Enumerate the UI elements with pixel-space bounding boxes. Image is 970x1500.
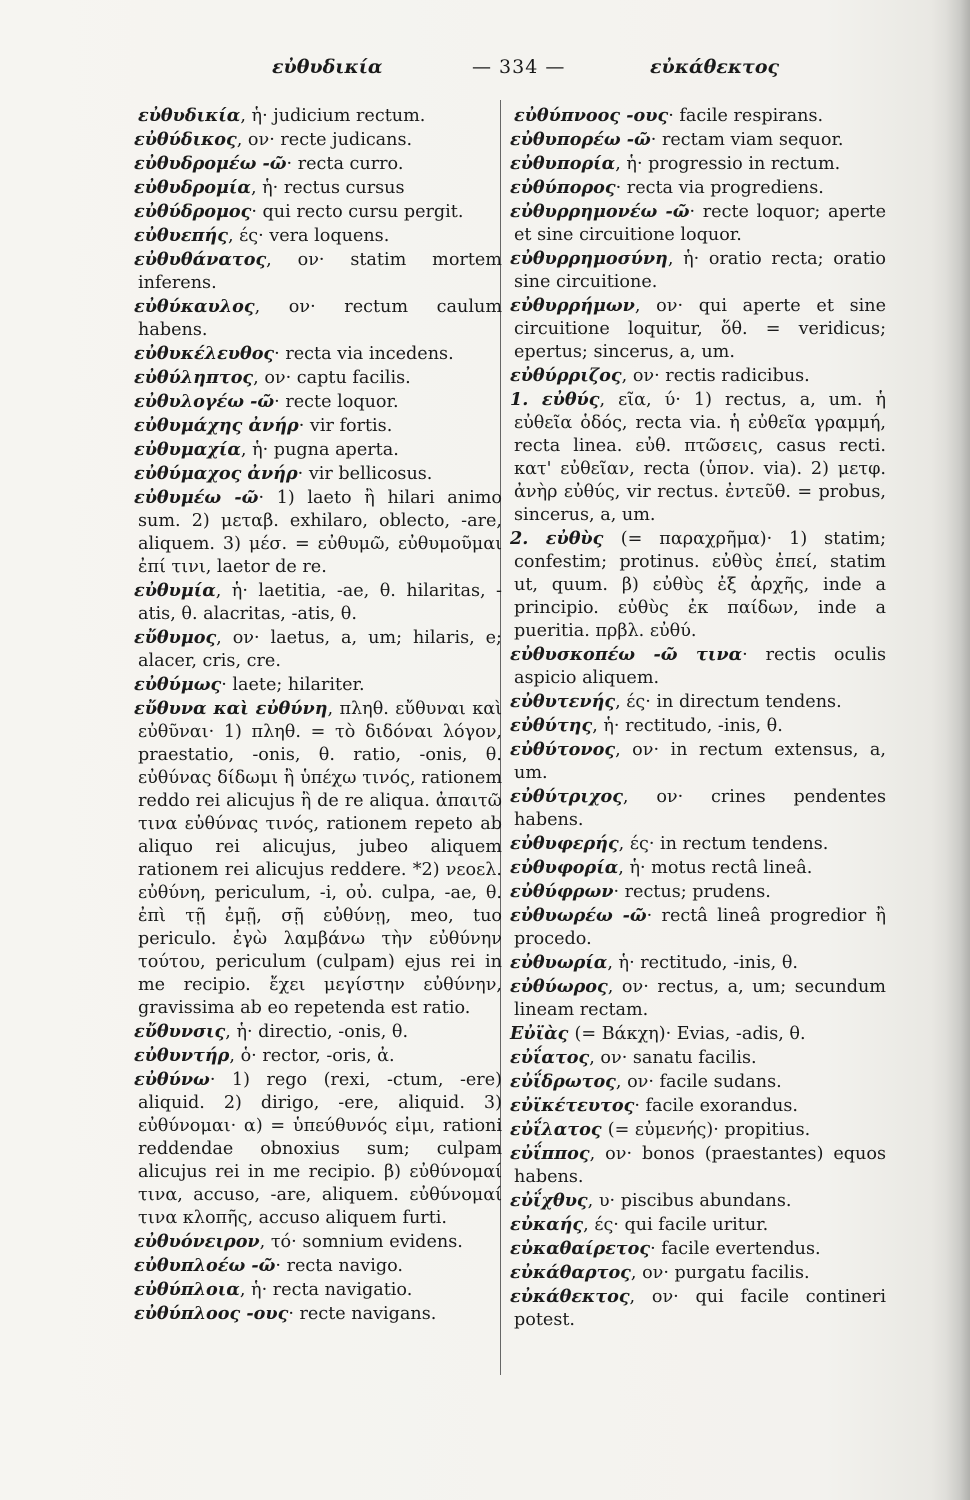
headword: εὐθύτονος bbox=[510, 739, 616, 760]
dictionary-entry: εὐθυφερής, ές· in rectum tendens. bbox=[510, 833, 829, 854]
dictionary-entry: εὐθυθάνατος, ον· statim mortem inferens. bbox=[134, 249, 502, 293]
dictionary-entry: εὐθυντήρ, ὁ· rector, -oris, ἀ. bbox=[134, 1045, 395, 1066]
dictionary-entry: εὐθύπνοος -ους· facile respirans. bbox=[514, 105, 824, 126]
headword: εὐθυδρομέω -ῶ bbox=[134, 153, 287, 174]
headword: εὐθύτης bbox=[510, 715, 593, 736]
dictionary-entry: εὐθύπορος· recta via progrediens. bbox=[510, 177, 824, 198]
dictionary-entry: εὐθυδικία, ἡ· judicium rectum. bbox=[138, 105, 426, 126]
headword: εὐθύκαυλος bbox=[134, 296, 255, 317]
headword: εὐκάθαρτος bbox=[510, 1262, 631, 1283]
dictionary-entry: εὐθυωρέω -ῶ· rectâ lineâ progredior ἢ procedo. bbox=[510, 905, 886, 949]
dictionary-entry: εὐθύφρων· rectus; prudens. bbox=[510, 881, 771, 902]
headword: εὐθυμάχης ἀνήρ bbox=[134, 415, 299, 436]
dictionary-entry: εὐθυδρομέω -ῶ· recta curro. bbox=[134, 153, 404, 174]
headword: εὐΐχθυς bbox=[510, 1190, 588, 1211]
dictionary-entry: εὔθυνσις, ἡ· directio, -onis, θ. bbox=[134, 1021, 409, 1042]
headword: εὐΐλατος bbox=[510, 1119, 608, 1140]
dictionary-entry: εὐθυεπής, ές· vera loquens. bbox=[134, 225, 390, 246]
headword: 1. εὐθύς bbox=[510, 389, 600, 410]
dictionary-entry: εὐθύνω· 1) rego (rexi, -ctum, -ere) aliquid. 2) dirigo, -ere, aliquid. 3) εὐθύνομαι· α) = ὑπεύθυνός εἰμι, rationi reddendae obnoxius sum; culpam alicujus rei in me recipio. β) εὐθύνομαί τινα, accuso, -are, aliquem. εὐθύνομαί τινα κλοπῆς, accuso aliquem furti. bbox=[134, 1069, 502, 1228]
dictionary-entry: εὐθυφορία, ἡ· motus rectâ lineâ. bbox=[510, 857, 813, 878]
headword: εὐθύδικος bbox=[134, 129, 237, 150]
headword: εὐθυντήρ bbox=[134, 1045, 230, 1066]
dictionary-entry: εὐκαθαίρετος· facile evertendus. bbox=[510, 1238, 821, 1259]
dictionary-entry: εὐθύπλοος -ους· recte navigans. bbox=[134, 1303, 437, 1324]
dictionary-entry: εὐθυκέλευθος· recta via incedens. bbox=[134, 343, 454, 364]
headword: εὐΐδρωτος bbox=[510, 1071, 616, 1092]
headword: εὐθύληπτος bbox=[134, 367, 254, 388]
dictionary-entry: εὐθυλογέω -ῶ· recte loquor. bbox=[134, 391, 399, 412]
headword: εὐθύρριζος bbox=[510, 365, 622, 386]
dictionary-entry: εὐκάθεκτος, ον· qui facile contineri potest. bbox=[510, 1286, 886, 1330]
header-right-guide-word: εὐκάθεκτος bbox=[650, 56, 780, 78]
headword: εὐθυπορέω -ῶ bbox=[510, 129, 651, 150]
dictionary-entry: εὐθυρρημοσύνη, ἡ· oratio recta; oratio sine circuitione. bbox=[510, 248, 886, 292]
headword: εὐθύφρων bbox=[510, 881, 614, 902]
headword: εὐθύπνοος -ους bbox=[514, 105, 669, 126]
headword: εὔθυνσις bbox=[134, 1021, 226, 1042]
page-edge-shadow bbox=[946, 0, 970, 1500]
headword: εὐΐππος bbox=[510, 1143, 590, 1164]
dictionary-entry: εὐΐατος, ον· sanatu facilis. bbox=[510, 1047, 757, 1068]
headword: εὐθυρρημοσύνη bbox=[510, 248, 668, 269]
dictionary-entry: εὐθυμάχης ἀνήρ· vir fortis. bbox=[134, 415, 393, 436]
headword: εὐθυδρομία bbox=[134, 177, 251, 198]
dictionary-entry: 1. εὐθύς, εῖα, ύ· 1) rectus, a, um. ἡ εὐθεῖα ὁδός, recta via. ἡ εὐθεῖα γραμμή, recta linea. εὐθ. πτῶσεις, casus recti. κατ' εὐθεῖαν, recta (ὑπον. via). 2) μετφ. ἀνὴρ εὐθύς, vir rectus. ἐντεῦθ. = probus, sincerus, a, um. bbox=[510, 389, 886, 525]
dictionary-entry: εὐθύτριχος, ον· crines pendentes habens. bbox=[510, 786, 886, 830]
dictionary-entry: εὐϊκέτευτος· facile exorandus. bbox=[510, 1095, 798, 1116]
headword: εὐθυκέλευθος bbox=[134, 343, 275, 364]
dictionary-entry: εὐΐλατος (= εὐμενής)· propitius. bbox=[510, 1119, 811, 1140]
headword: εὐθυδικία bbox=[138, 105, 241, 126]
headword: εὐθύτριχος bbox=[510, 786, 623, 807]
dictionary-entry: εὔθυνα καὶ εὐθύνη, πληθ. εὔθυναι καὶ εὐθῦναι· 1) πληθ. = τὸ διδόναι λόγον, praestatio, -onis, θ. ratio, -onis, θ. εὐθύνας δίδωμι ἢ ὑπέχω τινός, rationem reddo rei alicujus ἢ de re aliqua. ἀπαιτῶ τινα εὐθύνας τινός, rationem repeto ab aliquo rei alicujus, jubeo aliquem rationem rei alicujus reddere. *2) νεοελ. εὐθύνη, periculum, -i, οὐ. culpa, -ae, θ. ἐπὶ τῇ ἐμῇ, σῇ εὐθύνῃ, meo, tuo periculo. ἐγὼ λαμβάνω τὴν εὐθύνην τούτου, periculum (culpam) ejus rei in me recipio. ἔχει μεγίστην εὐθύνην, gravissima ab eo repetenda est ratio. bbox=[134, 698, 502, 1018]
headword: εὐθυωρία bbox=[510, 952, 608, 973]
dictionary-entry: εὐθυπορέω -ῶ· rectam viam sequor. bbox=[510, 129, 844, 150]
dictionary-entry: εὐθύμαχος ἀνήρ· vir bellicosus. bbox=[134, 463, 433, 484]
headword: εὐθυμία bbox=[134, 580, 216, 601]
headword: εὔθυμος bbox=[134, 627, 217, 648]
headword: 2. εὐθὺς bbox=[510, 528, 621, 549]
dictionary-entry: 2. εὐθὺς (= παραχρῆμα)· 1) statim; confestim; protinus. εὐθὺς ἐπεί, statim ut, quum. β) εὐθὺς ἐξ ἀρχῆς, inde a principio. εὐθὺς ἐκ παίδων, inde a pueritia. πρβλ. εὐθύ. bbox=[510, 528, 886, 641]
dictionary-entry: εὐθύληπτος, ον· captu facilis. bbox=[134, 367, 411, 388]
dictionary-entry: εὐθυμέω -ῶ· 1) laeto ἢ hilari animo sum. 2) μεταβ. exhilaro, oblecto, -are, aliquem. 3) μέσ. = εὐθυμῶ, εὐθυμοῦμαι ἐπί τινι, laetor de re. bbox=[134, 487, 502, 577]
headword: εὐθύμαχος ἀνήρ bbox=[134, 463, 298, 484]
headword: εὐθύπλοια bbox=[134, 1279, 240, 1300]
dictionary-entry: εὐθύτης, ἡ· rectitudo, -inis, θ. bbox=[510, 715, 783, 736]
dictionary-entry: εὐθυτενής, ές· in directum tendens. bbox=[510, 691, 842, 712]
right-column bbox=[510, 104, 886, 1332]
headword: εὐθύπλοος -ους bbox=[134, 1303, 289, 1324]
headword: εὐθύδρομος bbox=[134, 201, 252, 222]
dictionary-entry: εὐθυόνειρον, τό· somnium evidens. bbox=[134, 1231, 463, 1252]
dictionary-entry: εὐθυπλοέω -ῶ· recta navigo. bbox=[134, 1255, 403, 1276]
headword: εὐθυωρέω -ῶ bbox=[510, 905, 647, 926]
headword: εὐθυλογέω -ῶ bbox=[134, 391, 275, 412]
headword: εὐθυπορία bbox=[510, 153, 616, 174]
headword: Εὐϊὰς bbox=[510, 1023, 575, 1044]
headword: εὐκαθαίρετος bbox=[510, 1238, 651, 1259]
headword: εὐθυμαχία bbox=[134, 439, 241, 460]
dictionary-entry: εὐθυσκοπέω -ῶ τινα· rectis oculis aspicio aliquem. bbox=[510, 644, 886, 688]
dictionary-entry: εὐθυμαχία, ἡ· pugna aperta. bbox=[134, 439, 399, 460]
left-column bbox=[134, 104, 502, 1326]
headword: εὐθύωρος bbox=[510, 976, 608, 997]
dictionary-entry: εὐθύπλοια, ἡ· recta navigatio. bbox=[134, 1279, 413, 1300]
headword: εὐθυόνειρον bbox=[134, 1231, 260, 1252]
headword: εὐϊκέτευτος bbox=[510, 1095, 635, 1116]
headword: εὐθύνω bbox=[134, 1069, 210, 1090]
dictionary-entry: εὐθυδρομία, ἡ· rectus cursus bbox=[134, 177, 405, 198]
page-number: — 334 — bbox=[472, 56, 566, 78]
dictionary-entry: εὐκαής, ές· qui facile uritur. bbox=[510, 1214, 769, 1235]
headword: εὐθυρρημονέω -ῶ bbox=[510, 201, 690, 222]
dictionary-entry: εὐΐππος, ον· bonos (praestantes) equos habens. bbox=[510, 1143, 886, 1187]
header-left-guide-word: εὐθυδικία bbox=[272, 56, 383, 78]
headword: εὐθυφορία bbox=[510, 857, 619, 878]
headword: εὐΐατος bbox=[510, 1047, 590, 1068]
dictionary-entry: εὐθυρρημονέω -ῶ· recte loquor; aperte et sine circuitione loquor. bbox=[510, 201, 886, 245]
dictionary-entry: εὐκάθαρτος, ον· purgatu facilis. bbox=[510, 1262, 810, 1283]
headword: εὐκαής bbox=[510, 1214, 584, 1235]
dictionary-entry: εὐθύδικος, ον· recte judicans. bbox=[134, 129, 413, 150]
dictionary-entry: Εὐϊὰς (= Βάκχη)· Evias, -adis, θ. bbox=[510, 1023, 806, 1044]
headword: εὐθυτενής bbox=[510, 691, 616, 712]
headword: εὐκάθεκτος bbox=[510, 1286, 630, 1307]
headword: εὐθυθάνατος bbox=[134, 249, 267, 270]
running-header bbox=[140, 56, 780, 86]
dictionary-entry: εὐθυρρήμων, ον· qui aperte et sine circuitione loquitur, ὅθ. = veridicus; epertus; sincerus, a, um. bbox=[510, 295, 886, 362]
headword: εὐθυρρήμων bbox=[510, 295, 635, 316]
headword: εὐθυπλοέω -ῶ bbox=[134, 1255, 276, 1276]
dictionary-entry: εὐθύμως· laete; hilariter. bbox=[134, 674, 365, 695]
headword: εὐθυμέω -ῶ bbox=[134, 487, 259, 508]
dictionary-entry: εὐθυωρία, ἡ· rectitudo, -inis, θ. bbox=[510, 952, 799, 973]
headword: εὔθυνα καὶ εὐθύνη bbox=[134, 698, 328, 719]
dictionary-entry: εὔθυμος, ον· laetus, a, um; hilaris, e; alacer, cris, cre. bbox=[134, 627, 502, 671]
headword: εὐθύμως bbox=[134, 674, 222, 695]
headword: εὐθύπορος bbox=[510, 177, 616, 198]
headword: εὐθυφερής bbox=[510, 833, 619, 854]
dictionary-entry: εὐθυμία, ἡ· laetitia, -ae, θ. hilaritas, -atis, θ. alacritas, -atis, θ. bbox=[134, 580, 502, 624]
headword: εὐθυεπής bbox=[134, 225, 228, 246]
dictionary-entry: εὐθύρριζος, ον· rectis radicibus. bbox=[510, 365, 810, 386]
dictionary-entry: εὐΐδρωτος, ον· facile sudans. bbox=[510, 1071, 782, 1092]
dictionary-entry: εὐθύωρος, ον· rectus, a, um; secundum lineam rectam. bbox=[510, 976, 886, 1020]
dictionary-entry: εὐθυπορία, ἡ· progressio in rectum. bbox=[510, 153, 841, 174]
dictionary-entry: εὐθύτονος, ον· in rectum extensus, a, um. bbox=[510, 739, 886, 783]
dictionary-entry: εὐθύδρομος· qui recto cursu pergit. bbox=[134, 201, 464, 222]
dictionary-entry: εὐΐχθυς, υ· piscibus abundans. bbox=[510, 1190, 792, 1211]
dictionary-entry: εὐθύκαυλος, ον· rectum caulum habens. bbox=[134, 296, 502, 340]
headword: εὐθυσκοπέω -ῶ τινα bbox=[510, 644, 743, 665]
